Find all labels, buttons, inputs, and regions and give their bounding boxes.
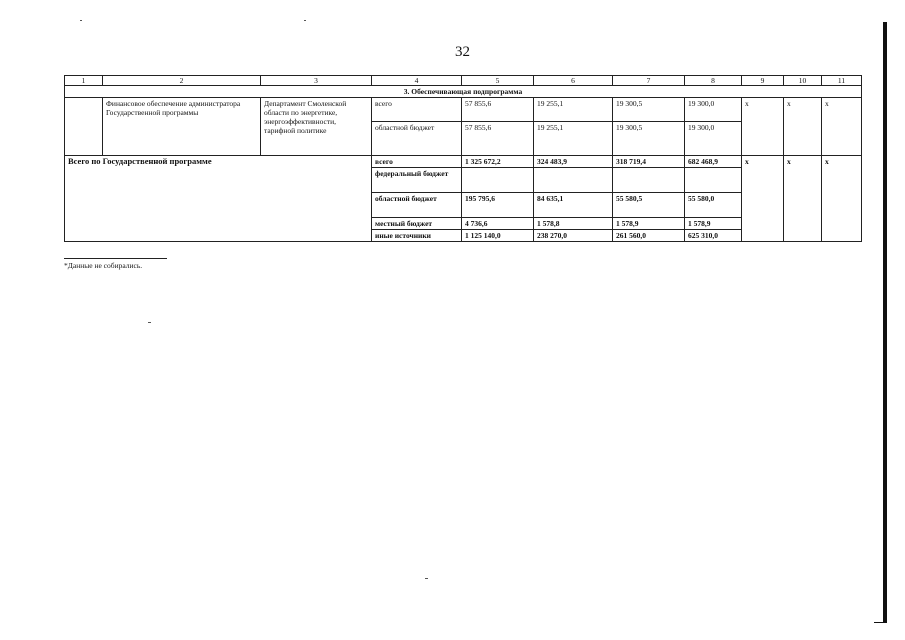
header-cell: 10 — [784, 76, 822, 86]
total-row — [65, 156, 862, 168]
admin-row — [65, 98, 862, 122]
total-value: 1 578,8 — [534, 218, 613, 230]
header-cell: 6 — [534, 76, 613, 86]
total-value: 1 125 140,0 — [462, 230, 534, 242]
header-cell: 7 — [613, 76, 685, 86]
admin-value: 19 300,0 — [685, 98, 742, 122]
total-mark: x — [784, 156, 822, 242]
scan-speck — [425, 578, 428, 579]
header-cell: 11 — [822, 76, 862, 86]
total-value: 84 635,1 — [534, 193, 613, 218]
total-value — [613, 168, 685, 193]
total-value: 195 795,6 — [462, 193, 534, 218]
total-value: 261 560,0 — [613, 230, 685, 242]
total-value: 625 310,0 — [685, 230, 742, 242]
total-source: федеральный бюджет — [372, 168, 462, 193]
admin-mark: x — [784, 98, 822, 156]
scan-speck — [80, 20, 82, 21]
admin-value: 19 300,5 — [613, 98, 685, 122]
admin-value: 19 255,1 — [534, 98, 613, 122]
page-number: 32 — [455, 44, 470, 60]
admin-source: всего — [372, 98, 462, 122]
total-value: 55 580,5 — [613, 193, 685, 218]
footnote: *Данные не собирались. — [64, 261, 143, 270]
total-value — [462, 168, 534, 193]
total-label: Всего по Государственной программе — [65, 156, 372, 242]
section-row — [65, 86, 862, 98]
header-cell: 2 — [103, 76, 261, 86]
total-source: областной бюджет — [372, 193, 462, 218]
admin-value: 19 300,0 — [685, 122, 742, 156]
total-mark: x — [742, 156, 784, 242]
admin-name: Финансовое обеспечение администратора Государственной программы — [103, 98, 261, 156]
total-value — [534, 168, 613, 193]
header-row — [65, 76, 862, 86]
total-value: 1 578,9 — [613, 218, 685, 230]
admin-mark: x — [822, 98, 862, 156]
total-value: 238 270,0 — [534, 230, 613, 242]
budget-table — [64, 75, 862, 242]
total-value: 682 468,9 — [685, 156, 742, 168]
header-cell: 5 — [462, 76, 534, 86]
total-source: местный бюджет — [372, 218, 462, 230]
header-cell: 1 — [65, 76, 103, 86]
total-value: 318 719,4 — [613, 156, 685, 168]
total-source: иные источники — [372, 230, 462, 242]
scan-edge-bar — [883, 22, 887, 622]
total-value: 1 325 672,2 — [462, 156, 534, 168]
admin-mark: x — [742, 98, 784, 156]
total-value: 4 736,6 — [462, 218, 534, 230]
header-cell: 9 — [742, 76, 784, 86]
admin-source: областной бюджет — [372, 122, 462, 156]
section-title: 3. Обеспечивающая подпрограмма — [65, 86, 862, 98]
footnote-divider — [64, 258, 167, 259]
total-value — [685, 168, 742, 193]
total-value: 55 580,0 — [685, 193, 742, 218]
total-value: 1 578,9 — [685, 218, 742, 230]
scan-speck — [304, 20, 306, 21]
total-source: всего — [372, 156, 462, 168]
admin-value: 19 300,5 — [613, 122, 685, 156]
header-cell: 4 — [372, 76, 462, 86]
header-cell: 3 — [261, 76, 372, 86]
header-cell: 8 — [685, 76, 742, 86]
total-value: 324 483,9 — [534, 156, 613, 168]
admin-value: 19 255,1 — [534, 122, 613, 156]
admin-number-cell — [65, 98, 103, 156]
admin-value: 57 855,6 — [462, 98, 534, 122]
admin-value: 57 855,6 — [462, 122, 534, 156]
admin-executor: Департамент Смоленской области по энергетике, энергоэффективности, тарифной политике — [261, 98, 372, 156]
total-mark: x — [822, 156, 862, 242]
scan-edge-tick — [874, 622, 887, 623]
scan-speck — [148, 322, 151, 323]
